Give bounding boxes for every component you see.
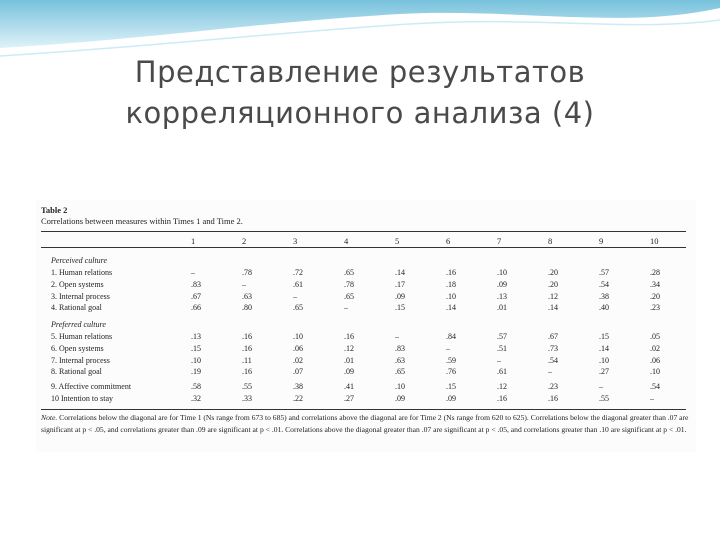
table-cell: .51 — [497, 343, 507, 353]
table-cell: .09 — [344, 367, 354, 377]
table-cell: .16 — [242, 367, 252, 377]
table-cell: .65 — [344, 268, 354, 277]
table-cell: – — [293, 291, 297, 301]
table-cell: .16 — [242, 332, 252, 341]
column-header: 10 — [650, 236, 659, 246]
row-label: 1. Human relations — [51, 268, 113, 277]
table-cell: .67 — [191, 291, 201, 301]
table-row — [36, 268, 696, 280]
table-cell: .57 — [497, 332, 507, 341]
row-label: 9. Affective commitment — [51, 382, 132, 391]
table-cell: .34 — [650, 279, 660, 289]
table-cell: .73 — [548, 343, 558, 353]
table-cell: .10 — [497, 268, 507, 277]
table-cell: .12 — [548, 291, 558, 301]
table-cell: .15 — [395, 303, 405, 313]
row-label: 7. Internal process — [51, 355, 110, 365]
table-cell: .10 — [293, 332, 303, 341]
table-row — [36, 344, 696, 356]
table-cell: .55 — [242, 382, 252, 391]
row-label: 2. Open systems — [51, 279, 104, 289]
table-cell: .32 — [191, 393, 201, 403]
section-title: Preferred culture — [51, 320, 106, 329]
table-cell: .72 — [293, 268, 303, 277]
table-cell: .20 — [548, 268, 558, 277]
table-cell: .20 — [650, 291, 660, 301]
table-cell: .18 — [446, 279, 456, 289]
table-cell: .61 — [293, 279, 303, 289]
column-header: 4 — [344, 236, 349, 246]
table-cell: .33 — [242, 393, 252, 403]
column-header: 1 — [191, 236, 196, 246]
table-cell: .09 — [395, 291, 405, 301]
table-cell: .28 — [650, 268, 660, 277]
table-cell: .05 — [650, 332, 660, 341]
column-header: 5 — [395, 236, 400, 246]
table-cell: .27 — [344, 393, 354, 403]
table-cell: .01 — [344, 355, 354, 365]
column-header: 6 — [446, 236, 451, 246]
table-cell: .17 — [395, 279, 405, 289]
table-note — [41, 412, 689, 435]
table-cell: .09 — [395, 393, 405, 403]
table-cell: .12 — [344, 343, 354, 353]
table-cell: – — [191, 268, 195, 277]
correlation-table-image — [36, 200, 696, 452]
table-rule-bottom — [41, 409, 686, 410]
table-cell: .06 — [293, 343, 303, 353]
table-cell: .13 — [191, 332, 201, 341]
table-row — [36, 303, 696, 315]
table-cell: .78 — [344, 279, 354, 289]
table-cell: – — [548, 367, 552, 377]
table-cell: .67 — [548, 332, 558, 341]
table-cell: .15 — [446, 382, 456, 391]
table-cell: .16 — [446, 268, 456, 277]
table-cell: .15 — [191, 343, 201, 353]
table-cell: .84 — [446, 332, 456, 341]
table-cell: .57 — [599, 268, 609, 277]
table-cell: – — [395, 332, 399, 341]
column-header: 7 — [497, 236, 502, 246]
row-label: 6. Open systems — [51, 343, 104, 353]
table-cell: .01 — [497, 303, 507, 313]
table-row — [36, 332, 696, 344]
table-cell: .14 — [548, 303, 558, 313]
table-cell: .06 — [650, 355, 660, 365]
table-cell: .10 — [191, 355, 201, 365]
table-cell: .10 — [650, 367, 660, 377]
column-header: 8 — [548, 236, 553, 246]
table-cell: .07 — [293, 367, 303, 377]
table-cell: .11 — [242, 355, 252, 365]
table-cell: – — [497, 355, 501, 365]
table-cell: .20 — [548, 279, 558, 289]
row-label: 10 Intention to stay — [51, 393, 113, 403]
table-cell: .80 — [242, 303, 252, 313]
table-cell: .16 — [344, 332, 354, 341]
table-cell: .78 — [242, 268, 252, 277]
table-cell: .66 — [191, 303, 201, 313]
row-label: 5. Human relations — [51, 332, 113, 341]
table-row — [36, 382, 696, 394]
table-cell: .63 — [242, 291, 252, 301]
table-cell: .16 — [242, 343, 252, 353]
table-cell: .40 — [599, 303, 609, 313]
table-cell: .76 — [446, 367, 456, 377]
table-cell: – — [599, 382, 603, 391]
table-cell: .10 — [446, 291, 456, 301]
table-cell: – — [650, 393, 654, 403]
table-cell: .83 — [395, 343, 405, 353]
table-cell: .14 — [446, 303, 456, 313]
table-cell: .61 — [497, 367, 507, 377]
table-cell: .59 — [446, 355, 456, 365]
table-cell: .23 — [650, 303, 660, 313]
column-header: 2 — [242, 236, 247, 246]
table-cell: .02 — [650, 343, 660, 353]
slide-title-line-1: Представление результатов — [134, 55, 586, 89]
table-caption: Correlations between measures within Times 1 and Time 2. — [41, 216, 243, 226]
table-rule-top — [41, 231, 686, 232]
table-cell: .38 — [293, 382, 303, 391]
section-title: Perceived culture — [51, 256, 108, 265]
table-note-text: Correlations below the diagonal are for Time 1 (Ns range from 673 to 685) and correlations above the diagonal are for Time 2 (Ns range from 620 to 625). Correlations below the diagonal greater than .07 are significant at p < .05, and correlations greater than .09 are significant at p < .01. Correlations above the diagonal greater than .07 are significant at p < .05, and correlations greater than .10 are significant at p < .01. — [41, 413, 689, 434]
table-cell: .16 — [497, 393, 507, 403]
table-cell: .27 — [599, 367, 609, 377]
column-header: 9 — [599, 236, 604, 246]
table-cell: – — [242, 279, 246, 289]
table-cell: .55 — [599, 393, 609, 403]
table-cell: – — [446, 343, 450, 353]
table-cell: .54 — [548, 355, 558, 365]
table-cell: .63 — [395, 355, 405, 365]
table-cell: .10 — [599, 355, 609, 365]
table-cell: .10 — [395, 382, 405, 391]
table-row — [36, 280, 696, 292]
table-cell: .14 — [599, 343, 609, 353]
table-row — [36, 292, 696, 304]
table-cell: .23 — [548, 382, 558, 391]
table-cell: .54 — [599, 279, 609, 289]
table-rule-header — [41, 247, 686, 248]
slide-title — [0, 52, 720, 134]
decorative-wave — [0, 0, 720, 60]
table-row — [36, 356, 696, 368]
table-cell: .65 — [344, 291, 354, 301]
table-cell: .83 — [191, 279, 201, 289]
table-cell: .65 — [293, 303, 303, 313]
table-cell: .16 — [548, 393, 558, 403]
table-cell: .58 — [191, 382, 201, 391]
table-cell: .54 — [650, 382, 660, 391]
table-cell: .15 — [599, 332, 609, 341]
table-cell: .02 — [293, 355, 303, 365]
table-cell: .09 — [497, 279, 507, 289]
table-cell: – — [344, 303, 348, 313]
table-cell: .22 — [293, 393, 303, 403]
table-cell: .12 — [497, 382, 507, 391]
table-cell: .09 — [446, 393, 456, 403]
table-cell: .14 — [395, 268, 405, 277]
table-cell: .41 — [344, 382, 354, 391]
column-header: 3 — [293, 236, 298, 246]
row-label: 3. Internal process — [51, 291, 110, 301]
row-label: 8. Rational goal — [51, 367, 102, 377]
table-note-label: Note. — [41, 413, 58, 422]
table-cell: .65 — [395, 367, 405, 377]
table-row — [36, 367, 696, 379]
table-row — [36, 394, 696, 406]
table-label: Table 2 — [41, 205, 68, 215]
row-label: 4. Rational goal — [51, 303, 102, 313]
table-cell: .38 — [599, 291, 609, 301]
table-cell: .13 — [497, 291, 507, 301]
table-cell: .19 — [191, 367, 201, 377]
slide-title-line-2: корреляционного анализа (4) — [125, 96, 595, 130]
